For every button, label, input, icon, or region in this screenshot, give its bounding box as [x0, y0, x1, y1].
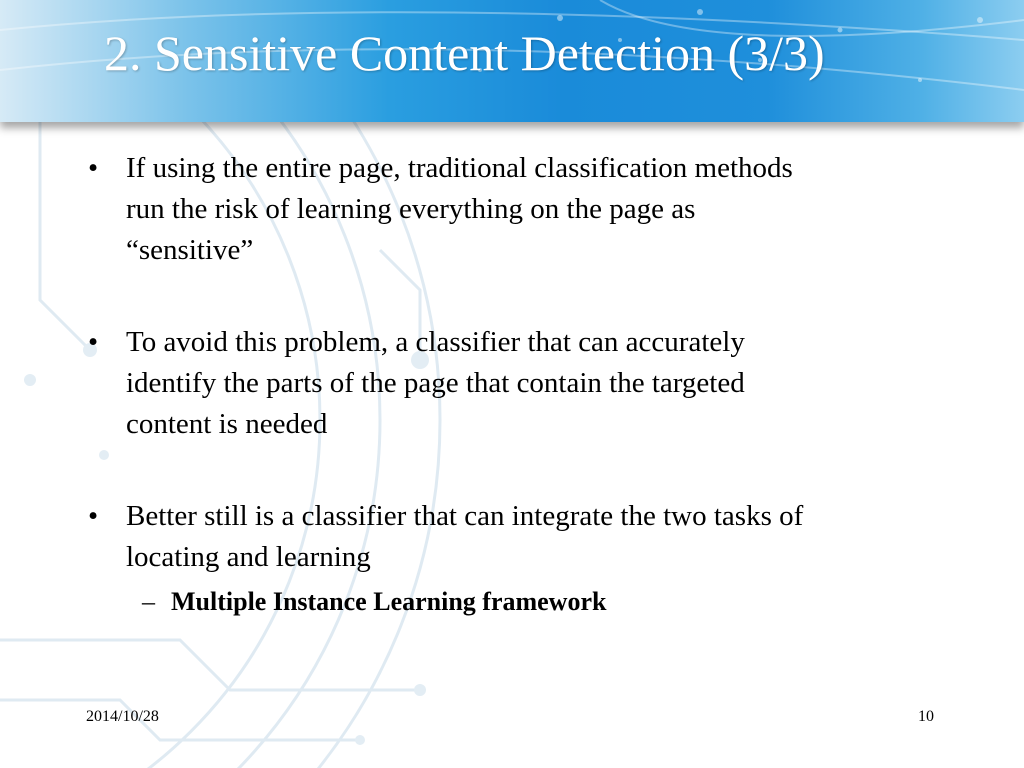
bullet-marker: •	[88, 326, 99, 358]
bullet-line: identify the parts of the page that contain the targeted	[126, 367, 745, 399]
slide-number: 10	[918, 708, 934, 725]
bullet-line: To avoid this problem, a classifier that can accurately	[126, 326, 745, 358]
bullet-line: If using the entire page, traditional classification methods	[126, 152, 793, 184]
bullet-marker: •	[88, 152, 99, 184]
footer-date: 2014/10/28	[86, 708, 159, 725]
sub-bullet-marker: –	[142, 587, 155, 616]
slide-title: 2. Sensitive Content Detection (3/3)	[104, 25, 825, 81]
bullet-line: content is needed	[126, 408, 328, 440]
bullet-line: locating and learning	[126, 541, 371, 573]
bullet-marker: •	[88, 500, 99, 532]
bullet-line: run the risk of learning everything on the page as	[126, 193, 696, 225]
sub-bullet-item	[86, 582, 946, 622]
bullet-item	[86, 322, 946, 445]
bullet-item	[86, 496, 946, 578]
bullet-line: Better still is a classifier that can integrate the two tasks of	[126, 500, 804, 532]
sub-bullet-text: Multiple Instance Learning framework	[171, 587, 607, 616]
title-bar	[0, 0, 1024, 122]
bullet-line: “sensitive”	[126, 234, 254, 266]
bullet-item	[86, 148, 946, 271]
bullet-list	[86, 148, 946, 622]
